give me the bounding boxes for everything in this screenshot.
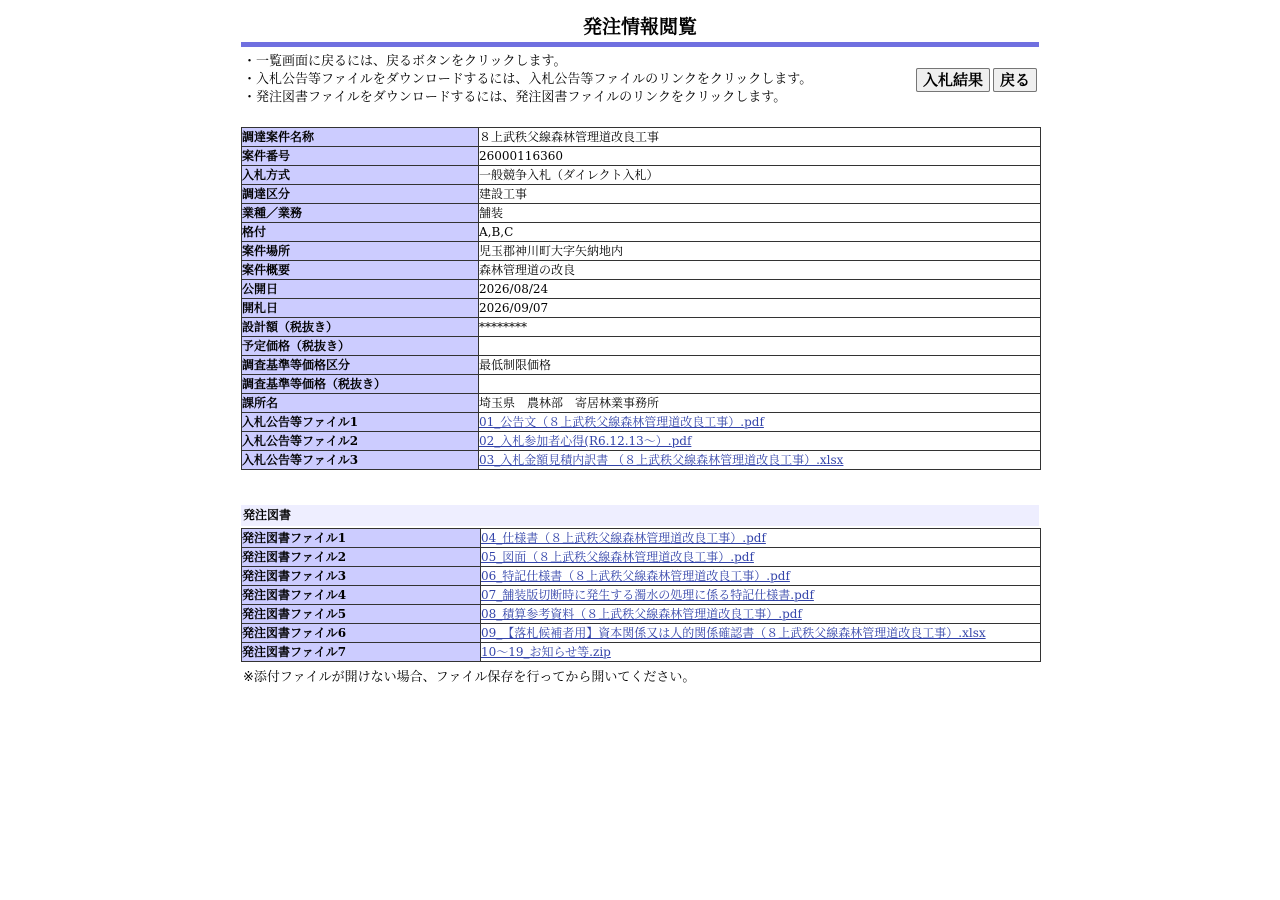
- row-label: 公開日: [242, 280, 479, 299]
- row-value-cell: [481, 643, 1041, 662]
- row-value-cell: [479, 451, 1041, 470]
- row-value: 2026/09/07: [479, 299, 1041, 318]
- drawing-file-row: [242, 605, 1041, 624]
- drawing-file-row: [242, 624, 1041, 643]
- instructions-area: [241, 47, 1039, 127]
- row-label: 発注図書ファイル7: [242, 643, 481, 662]
- row-label: 発注図書ファイル6: [242, 624, 481, 643]
- drawings-heading: 発注図書: [241, 505, 1039, 526]
- row-label: 入札方式: [242, 166, 479, 185]
- row-value-cell: [481, 624, 1041, 643]
- file-download-link[interactable]: 02_入札参加者心得(R6.12.13～）.pdf: [479, 434, 692, 448]
- row-label: 発注図書ファイル2: [242, 548, 481, 567]
- row-value-cell: [481, 567, 1041, 586]
- info-row: [242, 261, 1041, 280]
- info-row: [242, 204, 1041, 223]
- instruction-item: ・発注図書ファイルをダウンロードするには、発注図書ファイルのリンクをクリックします。: [243, 90, 787, 105]
- row-label: 設計額（税抜き）: [242, 318, 479, 337]
- notice-file-row: [242, 432, 1041, 451]
- row-value: 2026/08/24: [479, 280, 1041, 299]
- row-label: 業種／業務: [242, 204, 479, 223]
- info-row: [242, 147, 1041, 166]
- file-download-link[interactable]: 04_仕様書（８上武秩父線森林管理道改良工事）.pdf: [481, 531, 766, 545]
- row-value: 児玉郡神川町大字矢納地内: [479, 242, 1041, 261]
- page-title: 発注情報閲覧: [582, 16, 697, 38]
- row-label: 案件番号: [242, 147, 479, 166]
- file-download-link[interactable]: 09_【落札候補者用】資本関係又は人的関係確認書（８上武秩父線森林管理道改良工事）.xlsx: [481, 626, 986, 640]
- row-label: 入札公告等ファイル3: [242, 451, 479, 470]
- notice-file-row: [242, 413, 1041, 432]
- row-value: ********: [479, 318, 1041, 337]
- info-row: [242, 394, 1041, 413]
- file-download-link[interactable]: 10～19_お知らせ等.zip: [481, 645, 611, 659]
- row-label: 発注図書ファイル1: [242, 529, 481, 548]
- info-row: [242, 128, 1041, 147]
- row-value: 最低制限価格: [479, 356, 1041, 375]
- row-label: 調達区分: [242, 185, 479, 204]
- info-row: [242, 375, 1041, 394]
- row-value-cell: [479, 432, 1041, 451]
- info-row: [242, 223, 1041, 242]
- row-label: 予定価格（税抜き）: [242, 337, 479, 356]
- row-value-cell: [481, 586, 1041, 605]
- row-label: 調査基準等価格区分: [242, 356, 479, 375]
- drawing-file-row: [242, 567, 1041, 586]
- row-label: 案件場所: [242, 242, 479, 261]
- drawings-table: [241, 528, 1041, 662]
- row-value-cell: [481, 548, 1041, 567]
- row-value: 建設工事: [479, 185, 1041, 204]
- project-info-table: [241, 127, 1041, 470]
- info-row: [242, 337, 1041, 356]
- info-row: [242, 299, 1041, 318]
- row-value-cell: [481, 605, 1041, 624]
- row-value: A,B,C: [479, 223, 1041, 242]
- row-value-cell: [481, 529, 1041, 548]
- info-row: [242, 280, 1041, 299]
- drawing-file-row: [242, 643, 1041, 662]
- instruction-item: ・入札公告等ファイルをダウンロードするには、入札公告等ファイルのリンクをクリックします。: [243, 72, 813, 87]
- row-value: 一般競争入札（ダイレクト入札）: [479, 166, 1041, 185]
- drawing-file-row: [242, 586, 1041, 605]
- row-value: 舗装: [479, 204, 1041, 223]
- row-label: 発注図書ファイル3: [242, 567, 481, 586]
- row-value: ８上武秩父線森林管理道改良工事: [479, 128, 1041, 147]
- notice-file-row: [242, 451, 1041, 470]
- row-label: 課所名: [242, 394, 479, 413]
- row-label: 調査基準等価格（税抜き）: [242, 375, 479, 394]
- row-value: [479, 337, 1041, 356]
- attachment-note: ※添付ファイルが開けない場合、ファイル保存を行ってから開いてください。: [243, 670, 696, 685]
- row-label: 発注図書ファイル4: [242, 586, 481, 605]
- row-label: 発注図書ファイル5: [242, 605, 481, 624]
- row-label: 案件概要: [242, 261, 479, 280]
- row-label: 入札公告等ファイル1: [242, 413, 479, 432]
- file-download-link[interactable]: 06_特記仕様書（８上武秩父線森林管理道改良工事）.pdf: [481, 569, 790, 583]
- row-label: 開札日: [242, 299, 479, 318]
- info-row: [242, 242, 1041, 261]
- back-button[interactable]: 戻る: [993, 68, 1037, 92]
- instruction-item: ・一覧画面に戻るには、戻るボタンをクリックします。: [243, 54, 567, 69]
- row-label: 調達案件名称: [242, 128, 479, 147]
- row-value: [479, 375, 1041, 394]
- page-container: [241, 0, 1039, 685]
- row-label: 格付: [242, 223, 479, 242]
- row-value: 森林管理道の改良: [479, 261, 1041, 280]
- row-value-cell: [479, 413, 1041, 432]
- info-row: [242, 185, 1041, 204]
- file-download-link[interactable]: 07_舗装版切断時に発生する濁水の処理に係る特記仕様書.pdf: [481, 588, 814, 602]
- row-value: 26000116360: [479, 147, 1041, 166]
- drawing-file-row: [242, 548, 1041, 567]
- instruction-list: [243, 53, 812, 107]
- row-value: 埼玉県 農林部 寄居林業事務所: [479, 394, 1041, 413]
- info-row: [242, 318, 1041, 337]
- drawing-file-row: [242, 529, 1041, 548]
- info-row: [242, 166, 1041, 185]
- button-group: [916, 68, 1037, 92]
- info-row: [242, 356, 1041, 375]
- row-label: 入札公告等ファイル2: [242, 432, 479, 451]
- file-download-link[interactable]: 08_積算参考資料（８上武秩父線森林管理道改良工事）.pdf: [481, 607, 802, 621]
- file-download-link[interactable]: 03_入札金額見積内訳書 （８上武秩父線森林管理道改良工事）.xlsx: [479, 453, 844, 467]
- bid-result-button[interactable]: 入札結果: [916, 68, 990, 92]
- file-download-link[interactable]: 01_公告文（８上武秩父線森林管理道改良工事）.pdf: [479, 415, 764, 429]
- file-download-link[interactable]: 05_図面（８上武秩父線森林管理道改良工事）.pdf: [481, 550, 754, 564]
